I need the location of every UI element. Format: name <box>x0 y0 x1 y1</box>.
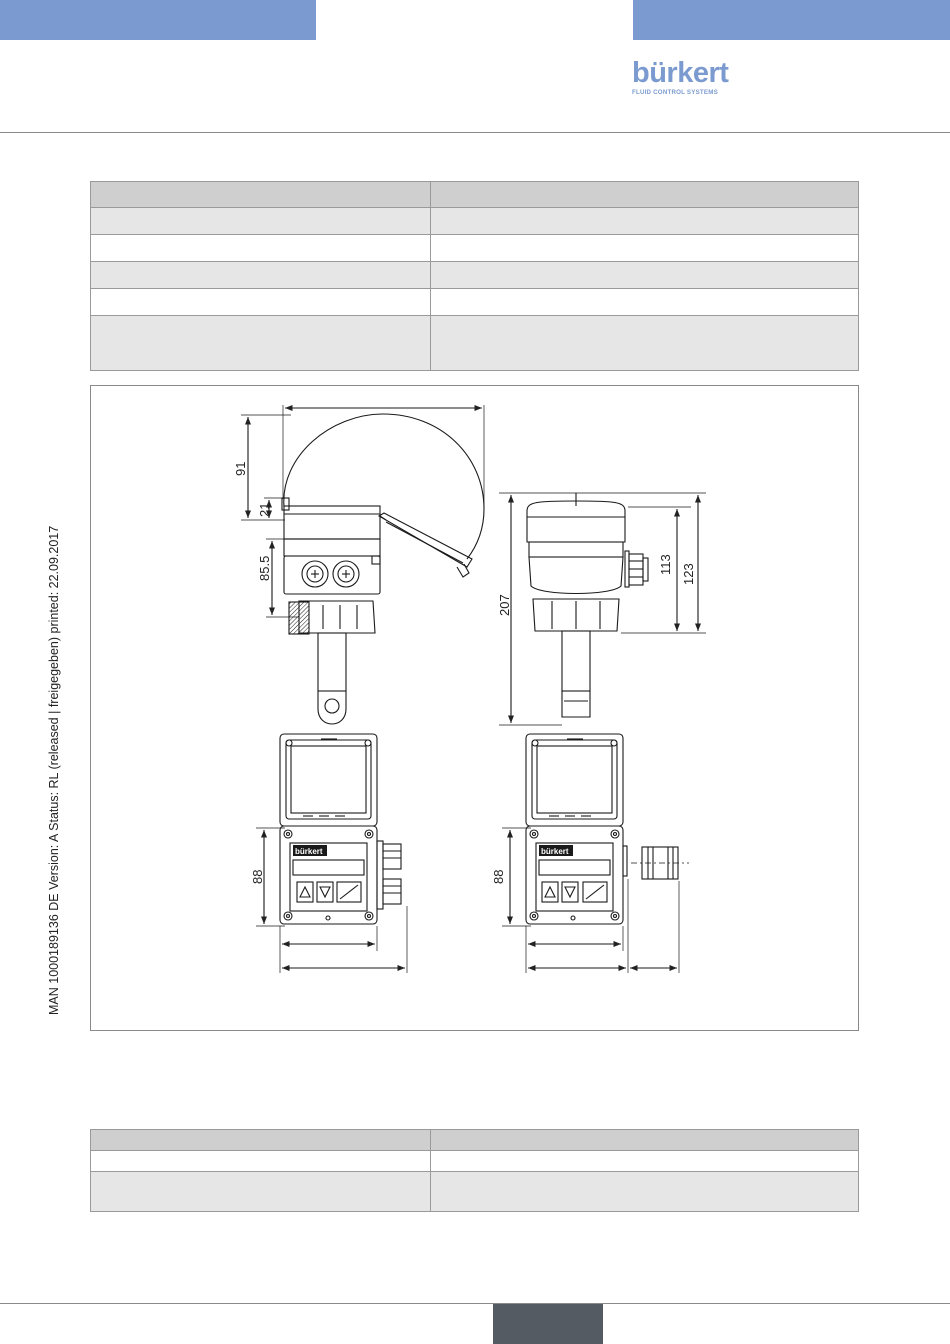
header-bar-right <box>633 0 950 40</box>
table-row <box>91 1172 859 1212</box>
logo-wordmark: bürkert <box>632 57 729 89</box>
logo-subtitle: FLUID CONTROL SYSTEMS <box>632 89 718 96</box>
side-view-left <box>241 405 484 724</box>
header-rule <box>0 132 950 133</box>
dim-label-21: 21 <box>257 502 272 517</box>
table-row <box>91 1130 859 1151</box>
dim-label-91: 91 <box>233 461 248 476</box>
table-row <box>91 235 859 262</box>
table-row <box>91 262 859 289</box>
table-row <box>91 208 859 235</box>
dim-label-88-right: 88 <box>491 869 506 884</box>
front-view-right <box>502 734 689 973</box>
footer-rule <box>0 1303 950 1304</box>
side-view-right <box>499 493 706 725</box>
table-row <box>91 1151 859 1172</box>
page-number-tab <box>493 1304 603 1344</box>
header-bar-left <box>0 0 316 40</box>
dimension-drawing <box>90 385 859 1031</box>
table-row <box>91 182 859 208</box>
front-view-left <box>256 734 407 973</box>
spec-table-top <box>90 181 859 371</box>
table-row <box>91 289 859 316</box>
spec-table-bottom <box>90 1129 859 1212</box>
dim-label-207: 207 <box>497 594 512 616</box>
table-row <box>91 316 859 371</box>
dim-label-123: 123 <box>681 563 696 585</box>
dim-label-85-5: 85.5 <box>257 555 272 581</box>
dim-label-88-left: 88 <box>250 869 265 884</box>
burkert-logo <box>632 58 732 96</box>
dim-label-113: 113 <box>658 554 673 575</box>
document-metadata-note: MAN 1000189136 DE Version: A Status: RL (released | freigegeben) printed: 22.09.2017 <box>47 525 61 1015</box>
dimension-drawing-svg <box>91 386 858 1030</box>
panel-brand-label-left: bürkert <box>295 847 323 856</box>
panel-brand-label-right: bürkert <box>541 847 569 856</box>
